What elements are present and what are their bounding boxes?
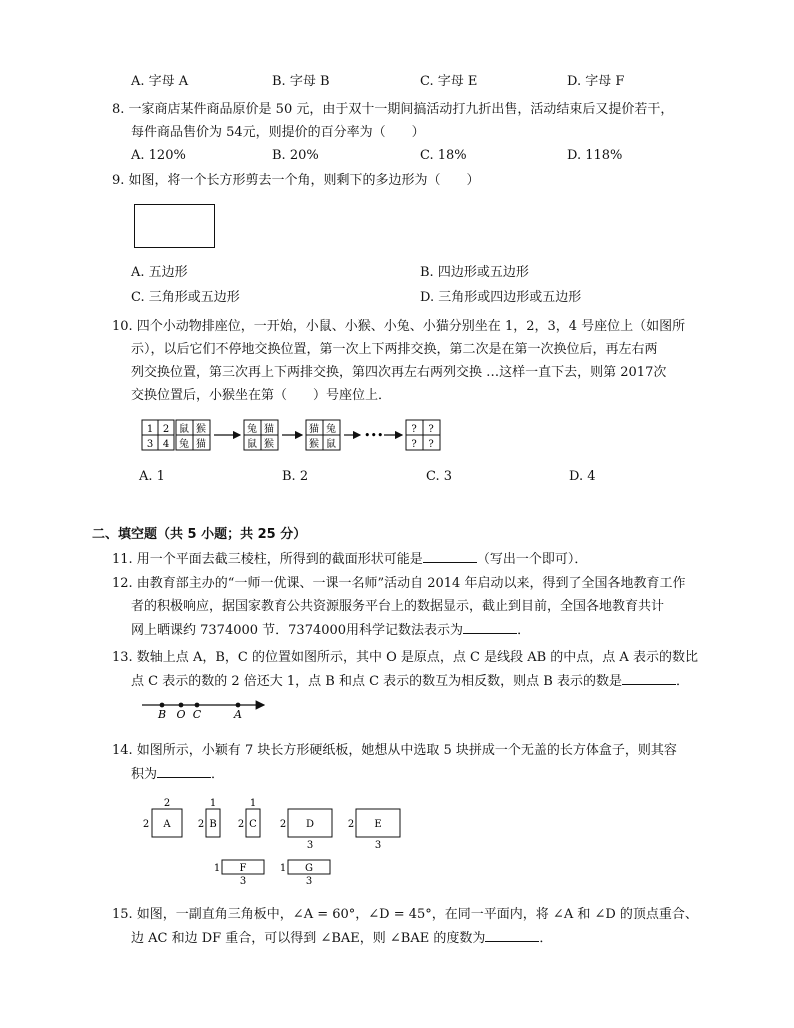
label-a: A	[234, 708, 242, 721]
board-a-label: A	[163, 819, 171, 830]
seat-num-1: 1	[146, 424, 154, 435]
grid3-cell-2: 兔	[326, 424, 336, 435]
q10-option-b: B. 2	[282, 469, 309, 484]
q12-stem-line3	[131, 621, 530, 640]
seat-num-4: 4	[162, 439, 170, 450]
q12-text-after: ．	[517, 623, 531, 638]
board-g-width: 3	[305, 876, 313, 887]
board-f	[214, 860, 264, 887]
q15-stem-line1: 15. 如图，一副直角三角板中，∠A = 60°，∠D = 45°，在同一平面内，将 ∠A 和 ∠D 的顶点重合、	[112, 907, 698, 922]
q14-stem-line2	[131, 765, 224, 784]
q14-text-before: 积为	[131, 767, 158, 782]
board-g-height: 1	[279, 863, 287, 874]
ellipsis-dots: •••	[364, 429, 384, 442]
board-a	[143, 798, 182, 837]
q10-stem-line3: 列交换位置，第三次再上下两排交换，第四次再左右两列交换 …这样一直下去，则第 2017次	[131, 365, 667, 380]
board-d-label: D	[305, 819, 315, 830]
board-e-height: 2	[347, 819, 355, 830]
board-f-width: 3	[239, 876, 247, 887]
q9-rectangle-figure	[134, 204, 215, 248]
q11-text-before: 11. 用一个平面去截三棱柱，所得到的截面形状可能是	[112, 552, 423, 567]
grid3-cell-1: 猫	[309, 424, 319, 435]
q10-stem-line1: 10. 四个小动物排座位，一开始，小鼠、小猴、小兔、小猫分别坐在 1，2，3，4 号座位上（如图所	[112, 319, 686, 334]
q11-text-after: （写出一个即可）．	[476, 552, 588, 567]
q9-stem: 9. 如图，将一个长方形剪去一个角，则剩下的多边形为（ ）	[112, 173, 480, 188]
q15-stem-line2	[131, 929, 552, 948]
board-b	[198, 798, 220, 837]
q9-option-a: A. 五边形	[131, 265, 188, 280]
q7-option-b: B. 字母 B	[272, 74, 330, 89]
q7-option-c: C. 字母 E	[420, 74, 478, 89]
grid1-cell-1: 鼠	[179, 424, 189, 435]
board-b-width: 1	[209, 798, 217, 809]
q15-answer-blank	[485, 929, 539, 942]
q12-answer-blank	[463, 621, 517, 634]
q12-stem-line2: 者的积极响应，据国家教育公共资源服务平台上的数据显示，截止到目前，全国各地教育共计	[131, 599, 665, 614]
q10-grid-unknown	[406, 420, 440, 450]
q11-stem	[112, 550, 587, 569]
board-d	[280, 809, 332, 851]
board-b-height: 2	[197, 819, 205, 830]
q10-grid-step2	[306, 420, 340, 450]
q13-answer-blank	[622, 672, 676, 685]
q13-stem-line1: 13. 数轴上点 A，B，C 的位置如图所示，其中 O 是原点，点 C 是线段 AB 的中点，点 A 表示的数比	[112, 650, 698, 665]
board-g-label: G	[305, 863, 313, 874]
q8-option-c: C. 18%	[420, 148, 467, 163]
q9-option-c: C. 三角形或五边形	[131, 290, 240, 305]
board-b-label: B	[209, 819, 217, 830]
q11-answer-blank	[423, 550, 477, 563]
board-c-width: 1	[249, 798, 257, 809]
q10-stem-line2: 示），以后它们不停地交换位置，第一次上下两排交换，第二次是在第一次换位后，再左右两	[131, 342, 658, 357]
grid4-cell-2: ?	[428, 424, 434, 435]
point-b	[160, 703, 165, 708]
q9-option-d: D. 三角形或四边形或五边形	[420, 290, 582, 305]
point-o	[179, 703, 184, 708]
board-e-label: E	[374, 819, 382, 830]
q7-option-d: D. 字母 F	[567, 74, 625, 89]
board-c-label: C	[249, 819, 257, 830]
q9-option-b: B. 四边形或五边形	[420, 265, 529, 280]
board-c-height: 2	[237, 819, 245, 830]
q10-seat-figure	[138, 414, 448, 454]
q13-stem-line2	[131, 672, 689, 691]
q12-text-before: 网上晒课约 7374000 节．7374000用科学记数法表示为	[131, 623, 464, 638]
section-title-fill-in: 二、填空题（共 5 小题；共 25 分）	[92, 527, 307, 542]
q13-text-after: ．	[676, 674, 690, 689]
board-f-label: F	[239, 863, 247, 874]
grid2-cell-3: 鼠	[247, 439, 257, 450]
grid3-cell-3: 猴	[309, 439, 319, 450]
q8-option-d: D. 118%	[567, 148, 623, 163]
grid2-cell-2: 猫	[264, 424, 274, 435]
q10-option-a: A. 1	[139, 469, 165, 484]
q10-grid-step1	[244, 420, 278, 450]
q13-number-line	[140, 697, 272, 721]
q8-stem-line1: 8. 一家商店某件商品原价是 50 元，由于双十一期间搞活动打九折出售，活动结束后又提价若干，	[112, 102, 674, 117]
q12-stem-line1: 12. 由教育部主办的“一师一优课、一课一名师”活动自 2014 年启动以来，得到了全国各地教育工作	[112, 576, 686, 591]
q14-text-after: ．	[211, 767, 225, 782]
grid3-cell-4: 鼠	[326, 439, 336, 450]
point-c	[195, 703, 200, 708]
seat-num-2: 2	[162, 424, 170, 435]
grid1-cell-2: 猴	[196, 424, 206, 435]
grid4-cell-1: ?	[411, 424, 417, 435]
grid4-cell-3: ?	[411, 439, 417, 450]
board-d-height: 2	[279, 819, 287, 830]
q10-grid-initial	[176, 420, 210, 450]
grid4-cell-4: ?	[428, 439, 434, 450]
board-f-height: 1	[213, 863, 221, 874]
q7-option-a: A. 字母 A	[131, 74, 189, 89]
q14-answer-blank	[157, 765, 211, 778]
board-g	[280, 860, 330, 887]
board-d-width: 3	[306, 840, 314, 851]
q10-option-c: C. 3	[426, 469, 453, 484]
board-c	[238, 798, 260, 837]
q8-stem-line2: 每件商品售价为 54元，则提价的百分率为（ ）	[131, 125, 425, 140]
q10-stem-line4: 交换位置后，小猴坐在第（ ）号座位上．	[131, 388, 392, 403]
board-e-width: 3	[374, 840, 382, 851]
board-a-height: 2	[142, 819, 150, 830]
q14-stem-line1: 14. 如图所示，小颖有 7 块长方形硬纸板，她想从中选取 5 块拼成一个无盖的长方体盒子，则其容	[112, 743, 677, 758]
q13-text-before: 点 C 表示的数的 2 倍还大 1，点 B 和点 C 表示的数互为相反数，则点 B 表示的数是	[131, 674, 622, 689]
grid1-cell-4: 猫	[196, 439, 206, 450]
label-o: O	[176, 708, 186, 721]
grid2-cell-1: 兔	[247, 424, 257, 435]
board-e	[348, 809, 400, 851]
q8-option-b: B. 20%	[272, 148, 319, 163]
q14-boards-figure	[140, 794, 410, 890]
label-b: B	[157, 708, 167, 721]
seat-num-3: 3	[146, 439, 154, 450]
grid1-cell-3: 兔	[179, 439, 189, 450]
grid2-cell-4: 猴	[264, 439, 274, 450]
label-c: C	[192, 708, 202, 721]
q15-text-before: 边 AC 和边 DF 重合，可以得到 ∠BAE，则 ∠BAE 的度数为	[131, 931, 486, 946]
point-a	[236, 703, 241, 708]
board-a-width: 2	[163, 798, 171, 809]
q10-seat-numbers	[142, 420, 174, 450]
q8-option-a: A. 120%	[131, 148, 186, 163]
q15-text-after: ．	[539, 931, 553, 946]
q10-option-d: D. 4	[569, 469, 596, 484]
